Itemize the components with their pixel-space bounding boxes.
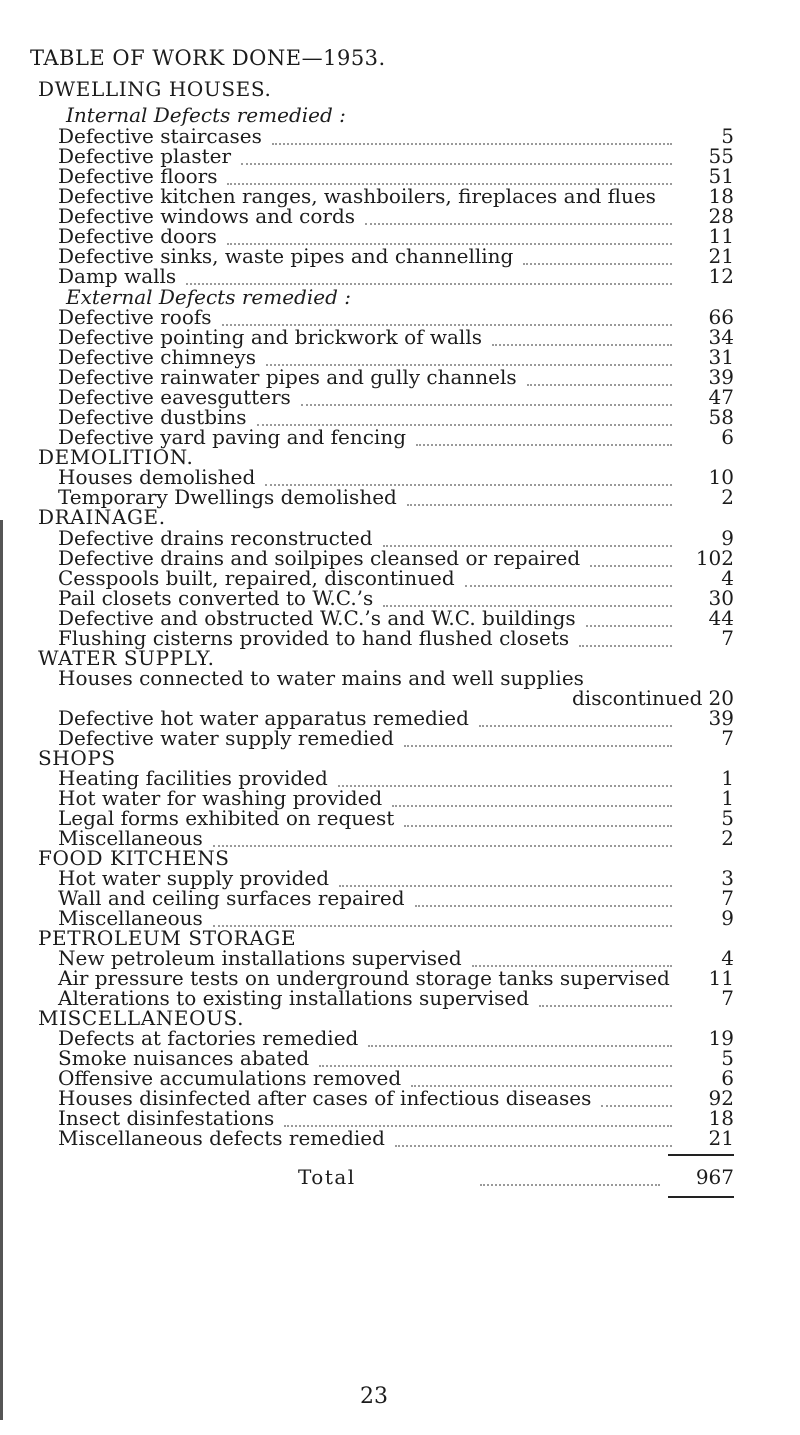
row-value: 20 <box>708 686 734 710</box>
row-label: Cesspools built, repaired, discontinued <box>58 566 455 590</box>
row-value: 10 <box>708 465 734 489</box>
row-label: Damp walls <box>58 264 177 288</box>
dot-leader <box>339 883 672 887</box>
section-heading <box>0 506 800 528</box>
row-label: DEMOLITION. <box>38 445 194 469</box>
dot-leader <box>415 903 672 907</box>
row-value: 34 <box>708 325 734 349</box>
row-value: 92 <box>708 1086 734 1110</box>
row-label: Defective hot water apparatus remedied <box>58 706 469 730</box>
row-value: 5 <box>721 1046 734 1070</box>
dot-leader <box>407 502 672 506</box>
row-label: Hot water for washing provided <box>58 786 383 810</box>
row-label: Miscellaneous <box>58 826 203 850</box>
row-value: 7 <box>721 726 734 750</box>
dot-leader <box>227 181 672 185</box>
row-value: 18 <box>708 1106 734 1130</box>
row-value: 1 <box>721 786 734 810</box>
row-label: Insect disinfestations <box>58 1106 275 1130</box>
row-label: Defective floors <box>58 164 218 188</box>
row-label: External Defects remedied : <box>66 285 351 309</box>
dot-leader <box>186 281 672 285</box>
dot-leader <box>392 803 672 807</box>
dot-leader <box>480 1182 660 1186</box>
row-label: FOOD KITCHENS <box>38 846 230 870</box>
row-value: 18 <box>708 184 734 208</box>
row-label: MISCELLANEOUS. <box>38 1006 245 1030</box>
row-label: Smoke nuisances abated <box>58 1046 310 1070</box>
row-value: 3 <box>721 866 734 890</box>
dot-leader <box>539 1003 672 1007</box>
dot-leader <box>241 161 672 165</box>
row-label: Air pressure tests on underground storage tanks supervised <box>58 966 670 990</box>
row-label: Alterations to existing installations supervised <box>58 986 529 1010</box>
row-label: Houses disinfected after cases of infectious diseases <box>58 1086 592 1110</box>
dot-leader <box>472 963 672 967</box>
row-label: Defective pointing and brickwork of walls <box>58 325 482 349</box>
row-label: Hot water supply provided <box>58 866 330 890</box>
dot-leader <box>301 402 672 406</box>
dot-leader <box>227 241 672 245</box>
row-value: 19 <box>708 1026 734 1050</box>
row-value: 9 <box>721 526 734 550</box>
dot-leader <box>213 923 672 927</box>
row-value: 4 <box>721 946 734 970</box>
row-label: Defective dustbins <box>58 405 247 429</box>
row-value: 39 <box>708 706 734 730</box>
dot-leader <box>222 322 672 326</box>
row-label: Defective eavesgutters <box>58 385 291 409</box>
dot-leader <box>479 723 672 727</box>
row-label: discontinued <box>572 686 703 710</box>
row-value: 2 <box>721 826 734 850</box>
dot-leader <box>492 342 672 346</box>
subsection-heading <box>0 104 800 126</box>
dot-leader <box>266 362 672 366</box>
total-rule-top <box>668 1154 734 1156</box>
row-label: SHOPS <box>38 746 116 770</box>
row-label: Miscellaneous defects remedied <box>58 1126 385 1150</box>
row-value: 47 <box>708 385 734 409</box>
row-label: Wall and ceiling surfaces repaired <box>58 886 405 910</box>
dot-leader <box>404 743 672 747</box>
row-label: Defective water supply remedied <box>58 726 394 750</box>
row-label: Defective kitchen ranges, washboilers, fireplaces and flues <box>58 184 656 208</box>
table-row <box>0 727 800 749</box>
dot-leader <box>368 1043 672 1047</box>
page-number: 23 <box>360 1384 388 1409</box>
dot-leader <box>416 442 672 446</box>
row-label: Defective staircases <box>58 124 262 148</box>
row-label: Houses demolished <box>58 465 256 489</box>
row-label: Defective drains and soilpipes cleansed or repaired <box>58 546 581 570</box>
row-label: Pail closets converted to W.C.’s <box>58 586 374 610</box>
dot-leader <box>383 603 672 607</box>
row-value: 7 <box>721 626 734 650</box>
dot-leader <box>213 843 672 847</box>
dot-leader <box>404 823 672 827</box>
dot-leader <box>411 1083 672 1087</box>
dot-leader <box>523 261 672 265</box>
dot-leader <box>527 382 672 386</box>
dot-leader <box>590 563 672 567</box>
row-value: 1 <box>721 766 734 790</box>
dot-leader <box>395 1143 672 1147</box>
row-label: Flushing cisterns provided to hand flushed closets <box>58 626 570 650</box>
dot-leader <box>284 1123 672 1127</box>
row-label: Defective rainwater pipes and gully channels <box>58 365 517 389</box>
row-value: 55 <box>708 144 734 168</box>
row-value: 7 <box>721 886 734 910</box>
total-row <box>0 1166 800 1188</box>
dot-leader <box>365 221 672 225</box>
row-label: Defective roofs <box>58 305 212 329</box>
row-label: Internal Defects remedied : <box>66 103 346 127</box>
row-value: 44 <box>708 606 734 630</box>
row-label: Miscellaneous <box>58 906 203 930</box>
dot-leader <box>586 623 672 627</box>
row-label: Defective doors <box>58 224 217 248</box>
dot-leader <box>257 422 672 426</box>
row-label: Temporary Dwellings demolished <box>58 485 397 509</box>
row-value: 7 <box>721 986 734 1010</box>
row-value: 31 <box>708 345 734 369</box>
row-value: 21 <box>708 1126 734 1150</box>
row-label: PETROLEUM STORAGE <box>38 926 297 950</box>
dot-leader <box>579 643 672 647</box>
row-value: 12 <box>708 264 734 288</box>
row-label: WATER SUPPLY. <box>38 646 215 670</box>
row-label: Heating facilities provided <box>58 766 328 790</box>
dot-leader <box>601 1103 672 1107</box>
row-value: 5 <box>721 806 734 830</box>
section-heading <box>0 78 800 100</box>
row-value: 2 <box>721 485 734 509</box>
row-label: Defective drains reconstructed <box>58 526 373 550</box>
total-value: 967 <box>695 1165 734 1189</box>
row-value: 58 <box>708 405 734 429</box>
dot-leader <box>338 783 672 787</box>
dot-leader <box>383 543 672 547</box>
dot-leader <box>319 1063 672 1067</box>
row-value: 11 <box>708 966 734 990</box>
row-value: 30 <box>708 586 734 610</box>
row-label: Defective plaster <box>58 144 232 168</box>
row-label: Defective and obstructed W.C.’s and W.C. buildings <box>58 606 576 630</box>
row-value: 11 <box>708 224 734 248</box>
total-label: Total <box>298 1165 356 1189</box>
row-value: 6 <box>721 425 734 449</box>
dot-leader <box>465 583 672 587</box>
row-value: 4 <box>721 566 734 590</box>
row-value: 102 <box>695 546 734 570</box>
row-label: Defective windows and cords <box>58 204 356 228</box>
row-value: 9 <box>721 906 734 930</box>
row-label: Houses connected to water mains and well supplies <box>58 666 584 690</box>
row-value: 39 <box>708 365 734 389</box>
row-label: Defective sinks, waste pipes and channelling <box>58 244 514 268</box>
dot-leader <box>265 482 672 486</box>
row-label: Defective yard paving and fencing <box>58 425 407 449</box>
row-label: DRAINAGE. <box>38 505 166 529</box>
row-value: 28 <box>708 204 734 228</box>
total-rule-bottom <box>668 1196 734 1198</box>
row-value: 66 <box>708 305 734 329</box>
row-label: Legal forms exhibited on request <box>58 806 395 830</box>
row-label: New petroleum installations supervised <box>58 946 462 970</box>
row-label: Defective chimneys <box>58 345 256 369</box>
row-value: 6 <box>721 1066 734 1090</box>
row-value: 21 <box>708 244 734 268</box>
row-label: Offensive accumulations removed <box>58 1066 402 1090</box>
row-value: 51 <box>708 164 734 188</box>
table-title: TABLE OF WORK DONE—1953. <box>30 46 386 70</box>
row-value: 5 <box>721 124 734 148</box>
row-label: Defects at factories remedied <box>58 1026 359 1050</box>
dot-leader <box>272 141 672 145</box>
row-label: DWELLING HOUSES. <box>38 77 272 101</box>
